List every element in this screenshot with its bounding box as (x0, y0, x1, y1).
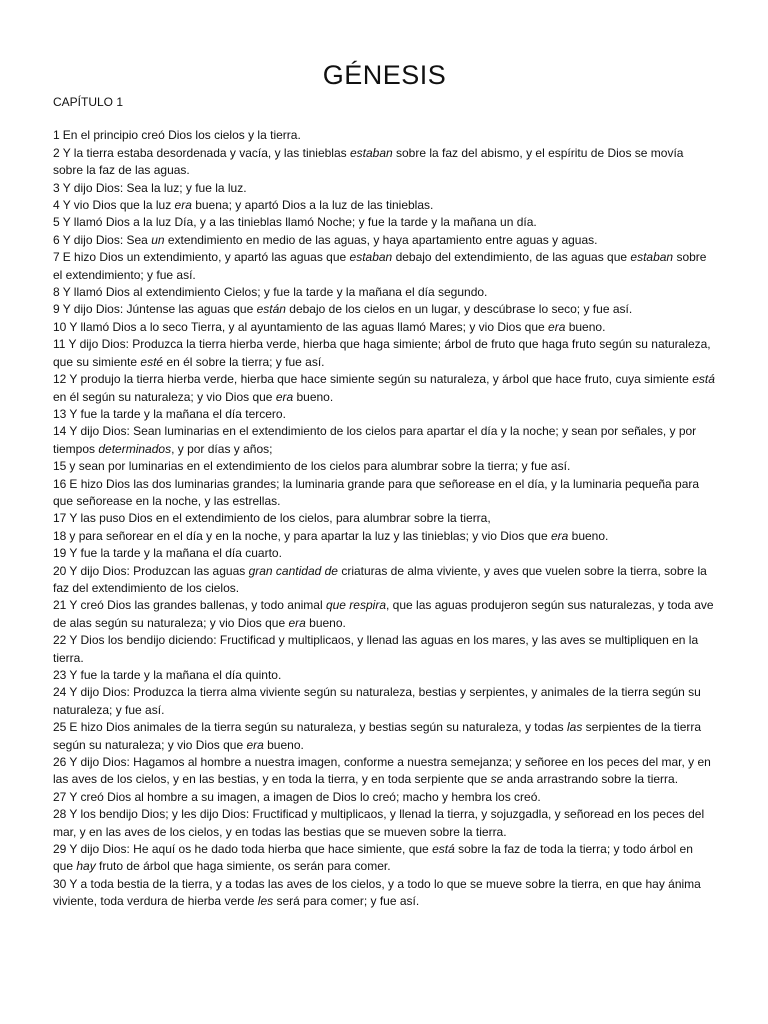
verse-5 (53, 214, 716, 231)
verse-text: Y dijo Dios: Júntense las aguas que están debajo de los cielos en un lugar, y descúbrase lo seco; y fue así. (62, 302, 633, 317)
verse-14 (53, 423, 716, 458)
verse-number: 15 (53, 459, 67, 474)
verse-number: 19 (53, 546, 67, 561)
verse-4 (53, 197, 716, 214)
verse-21 (53, 597, 716, 632)
verse-number: 5 (53, 215, 60, 230)
verse-22 (53, 632, 716, 667)
verse-text: Y a toda bestia de la tierra, y a todas las aves de los cielos, y a todo lo que se mueve sobre la tierra, en que hay ánima viviente, toda verdura de hierba verde les será para comer; y fue así. (53, 876, 701, 909)
verse-text: Y dijo Dios: Hagamos al hombre a nuestra imagen, conforme a nuestra semejanza; y señoree en los peces del mar, y en las aves de los cielos, y en las bestias, y en toda la tierra, y en toda serpiente que se anda arrastrando sobre la tierra. (53, 755, 711, 787)
verse-2 (53, 145, 716, 180)
verse-text: E hizo Dios un extendimiento, y apartó las aguas que estaban debajo del extendimiento, de las aguas que estaban sobre el extendimiento; y fue así. (53, 250, 707, 282)
verse-23 (53, 667, 716, 684)
verse-text: Y los bendijo Dios; y les dijo Dios: Fructificad y multiplicaos, y llenad la tierra, y sojuzgadla, y señoread en los peces del mar, y en las aves de los cielos, y en todas las bestias que se mueven sobre la tierra. (53, 807, 705, 839)
verse-13 (53, 406, 716, 423)
verse-text: Y creó Dios al hombre a su imagen, a imagen de Dios lo creó; macho y hembra los creó. (69, 789, 541, 804)
verse-text: Y dijo Dios: Produzcan las aguas gran cantidad de criaturas de alma viviente, y aves que vuelen sobre la tierra, sobre la faz del extendimiento de los cielos. (53, 563, 707, 595)
verse-text: Y llamó Dios a la luz Día, y a las tinieblas llamó Noche; y fue la tarde y la mañana un día. (62, 215, 537, 230)
verse-number: 22 (53, 633, 67, 648)
verse-9 (53, 301, 716, 318)
verse-24 (53, 684, 716, 719)
verse-text: Y dijo Dios: Produzca la tierra alma viviente según su naturaleza, bestias y serpientes, y animales de la tierra según su naturaleza; y fue así. (53, 685, 701, 717)
verse-number: 8 (53, 285, 60, 300)
verse-text: E hizo Dios animales de la tierra según su naturaleza, y bestias según su naturaleza, y todas las serpientes de la tierra según su naturaleza; y vio Dios que era bueno. (53, 720, 702, 752)
verse-1 (53, 127, 716, 144)
verse-number: 29 (53, 842, 67, 857)
verse-number: 12 (53, 372, 67, 387)
verse-text: Y vio Dios que la luz era buena; y apartó Dios a la luz de las tinieblas. (62, 198, 434, 213)
verse-number: 3 (53, 180, 60, 195)
verse-28 (53, 806, 716, 841)
verse-text: E hizo Dios las dos luminarias grandes; la luminaria grande para que señorease en el día, y la luminaria pequeña para que señorease en la noche, y las estrellas. (53, 476, 700, 508)
verse-number: 26 (53, 755, 67, 770)
verse-text: Y Dios los bendijo diciendo: Fructificad y multiplicaos, y llenad las aguas en los mares, y las aves se multipliquen en la tierra. (53, 633, 699, 665)
verse-text: Y dijo Dios: He aquí os he dado toda hierba que hace simiente, que está sobre la faz de toda la tierra; y todo árbol en que hay fruto de árbol que haga simiente, os serán para comer. (53, 842, 693, 874)
verse-text: Y dijo Dios: Sea un extendimiento en medio de las aguas, y haya apartamiento entre aguas y aguas. (62, 232, 598, 247)
verse-20 (53, 563, 716, 598)
verse-text: Y las puso Dios en el extendimiento de los cielos, para alumbrar sobre la tierra, (69, 511, 491, 526)
verse-27 (53, 789, 716, 806)
verse-text: Y produjo la tierra hierba verde, hierba que hace simiente según su naturaleza, y árbol que hace fruto, cuya simiente está en él según su naturaleza; y vio Dios que era bueno. (53, 372, 715, 404)
verse-8 (53, 284, 716, 301)
verse-number: 9 (53, 302, 60, 317)
verse-number: 14 (53, 424, 67, 439)
verse-6 (53, 232, 716, 249)
verse-number: 28 (53, 807, 67, 822)
verse-number: 17 (53, 511, 67, 526)
verse-text: En el principio creó Dios los cielos y la tierra. (62, 128, 301, 143)
verse-number: 2 (53, 145, 60, 160)
verse-number: 4 (53, 198, 60, 213)
verse-number: 1 (53, 128, 60, 143)
verse-17 (53, 510, 716, 527)
verse-number: 6 (53, 232, 60, 247)
verse-number: 25 (53, 720, 67, 735)
verse-text: Y la tierra estaba desordenada y vacía, y las tinieblas estaban sobre la faz del abismo, y el espíritu de Dios se movía sobre la faz de las aguas. (53, 145, 684, 178)
verse-text: Y fue la tarde y la mañana el día tercero. (69, 406, 286, 421)
verse-text: Y llamó Dios al extendimiento Cielos; y fue la tarde y la mañana el día segundo. (62, 285, 488, 300)
verse-text: y sean por luminarias en el extendimiento de los cielos para alumbrar sobre la tierra; y fue así. (69, 459, 571, 474)
verse-text: Y fue la tarde y la mañana el día cuarto. (69, 546, 282, 561)
verse-number: 7 (53, 250, 60, 265)
verse-number: 18 (53, 528, 67, 543)
chapter-heading: CAPÍTULO 1 (53, 95, 124, 109)
verse-number: 16 (53, 476, 67, 491)
verse-11 (53, 336, 716, 371)
verse-number: 30 (53, 876, 67, 891)
verse-12 (53, 371, 716, 406)
verse-18 (53, 528, 716, 545)
verse-number: 10 (53, 319, 67, 334)
page-title: GÉNESIS (322, 60, 447, 90)
verse-text: Y fue la tarde y la mañana el día quinto. (69, 668, 282, 682)
verse-text: Y creó Dios las grandes ballenas, y todo animal que respira, que las aguas produjeron según sus naturalezas, y toda ave de alas según su naturaleza; y vio Dios que era bueno. (53, 598, 714, 630)
verse-text: Y dijo Dios: Produzca la tierra hierba verde, hierba que haga simiente; árbol de fruto que haga fruto según su naturaleza, que su simiente esté en él sobre la tierra; y fue así. (53, 337, 711, 369)
verse-number: 27 (53, 789, 67, 804)
verse-text: Y dijo Dios: Sean luminarias en el extendimiento de los cielos para apartar el día y la noche; y sean por señales, y por tiempos determinados, y por días y años; (53, 424, 697, 456)
verse-number: 21 (53, 598, 67, 613)
verse-number: 24 (53, 685, 67, 700)
verse-3 (53, 180, 716, 197)
verse-29 (53, 841, 716, 876)
verse-30 (53, 876, 716, 911)
verse-10 (53, 319, 716, 336)
verse-number: 20 (53, 563, 67, 578)
verse-number: 11 (53, 337, 66, 352)
verse-text: Y llamó Dios a lo seco Tierra, y al ayuntamiento de las aguas llamó Mares; y vio Dios que era bueno. (69, 319, 606, 334)
verse-25 (53, 719, 716, 754)
verse-text: y para señorear en el día y en la noche, y para apartar la luz y las tinieblas; y vio Dios que era bueno. (69, 528, 609, 543)
verse-text: Y dijo Dios: Sea la luz; y fue la luz. (62, 180, 247, 195)
verse-19 (53, 545, 716, 562)
verse-number: 23 (53, 668, 67, 682)
verse-7 (53, 249, 716, 284)
verse-list (53, 127, 716, 910)
verse-16 (53, 476, 716, 511)
verse-15 (53, 458, 716, 475)
verse-26 (53, 754, 716, 789)
verse-number: 13 (53, 406, 67, 421)
